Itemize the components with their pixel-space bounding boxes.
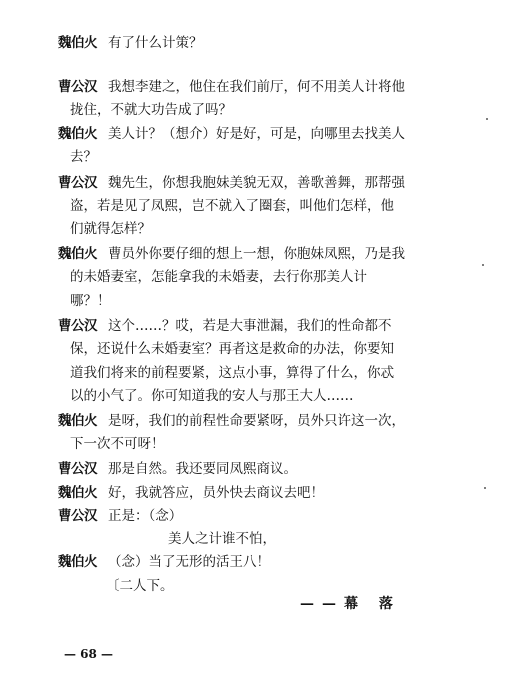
verse-text: 美人之计谁不怕， [168, 531, 276, 547]
dialogue-text: 好，我就答应，员外快去商议去吧！ [108, 485, 324, 501]
curtain-falls: ——幕 落 [300, 596, 401, 612]
dialogue-text: 们就得怎样？ [70, 221, 151, 237]
dialogue-text: 美人计？（想介）好是好，可是，向哪里去找美人 [108, 126, 405, 142]
dialogue-text: 那是自然。我还要同凤熙商议。 [108, 461, 297, 477]
dialogue-text: 的未婚妻室，怎能拿我的未婚妻，去行你那美人计 [70, 269, 367, 285]
dialogue-text: 我想李建之，他住在我们前厅，何不用美人计将他 [108, 79, 405, 95]
speaker-name: 曹公汉 [58, 508, 97, 524]
stage-direction-text: 〔二人下。 [106, 578, 174, 594]
dialogue-text: 道我们将来的前程要紧，这点小事，算得了什么，你忒 [70, 365, 394, 381]
dialogue-text: 盗，若是见了凤熙，岂不就入了圈套，叫他们怎样，他 [70, 198, 394, 214]
dialogue-text: 是呀，我们的前程性命要紧呀，员外只许这一次， [108, 413, 405, 429]
speaker-name: 魏伯火 [58, 126, 97, 142]
speaker-name: 曹公汉 [58, 79, 97, 95]
page-number: — 68 — [64, 647, 114, 661]
speaker-name: 魏伯火 [58, 413, 97, 429]
dialogue-text: 这个……？哎，若是大事泄漏，我们的性命都不 [108, 318, 392, 334]
scan-speck [482, 264, 484, 266]
scan-speck [486, 118, 488, 120]
speaker-name: 曹公汉 [58, 318, 97, 334]
speaker-name: 魏伯火 [58, 246, 97, 262]
dialogue-text: 拢住，不就大功告成了吗？ [70, 102, 232, 118]
dialogue-text: 以的小气了。你可知道我的安人与那王大人…… [70, 388, 354, 404]
dialogue-text: （念）当了无形的活王八！ [108, 554, 270, 570]
dialogue-text: 下一次不可呀！ [70, 436, 165, 452]
dialogue-text: 曹员外你要仔细的想上一想，你胞妹凤熙，乃是我 [108, 246, 405, 262]
speaker-name: 魏伯火 [58, 35, 97, 51]
dialogue-text: 去？ [70, 149, 97, 165]
speaker-name: 魏伯火 [58, 554, 97, 570]
speaker-name: 曹公汉 [58, 175, 97, 191]
dialogue-text: 魏先生，你想我胞妹美貌无双，善歌善舞，那帮强 [108, 175, 405, 191]
speaker-name: 魏伯火 [58, 485, 97, 501]
dialogue-text: 保，还说什么未婚妻室？再者这是救命的办法，你要知 [70, 341, 394, 357]
dialogue-text: 正是：（念） [108, 508, 183, 524]
dialogue-text: 有了什么计策？ [108, 35, 203, 51]
scan-speck [484, 487, 486, 489]
speaker-name: 曹公汉 [58, 461, 97, 477]
dialogue-text: 哪？！ [70, 293, 111, 309]
